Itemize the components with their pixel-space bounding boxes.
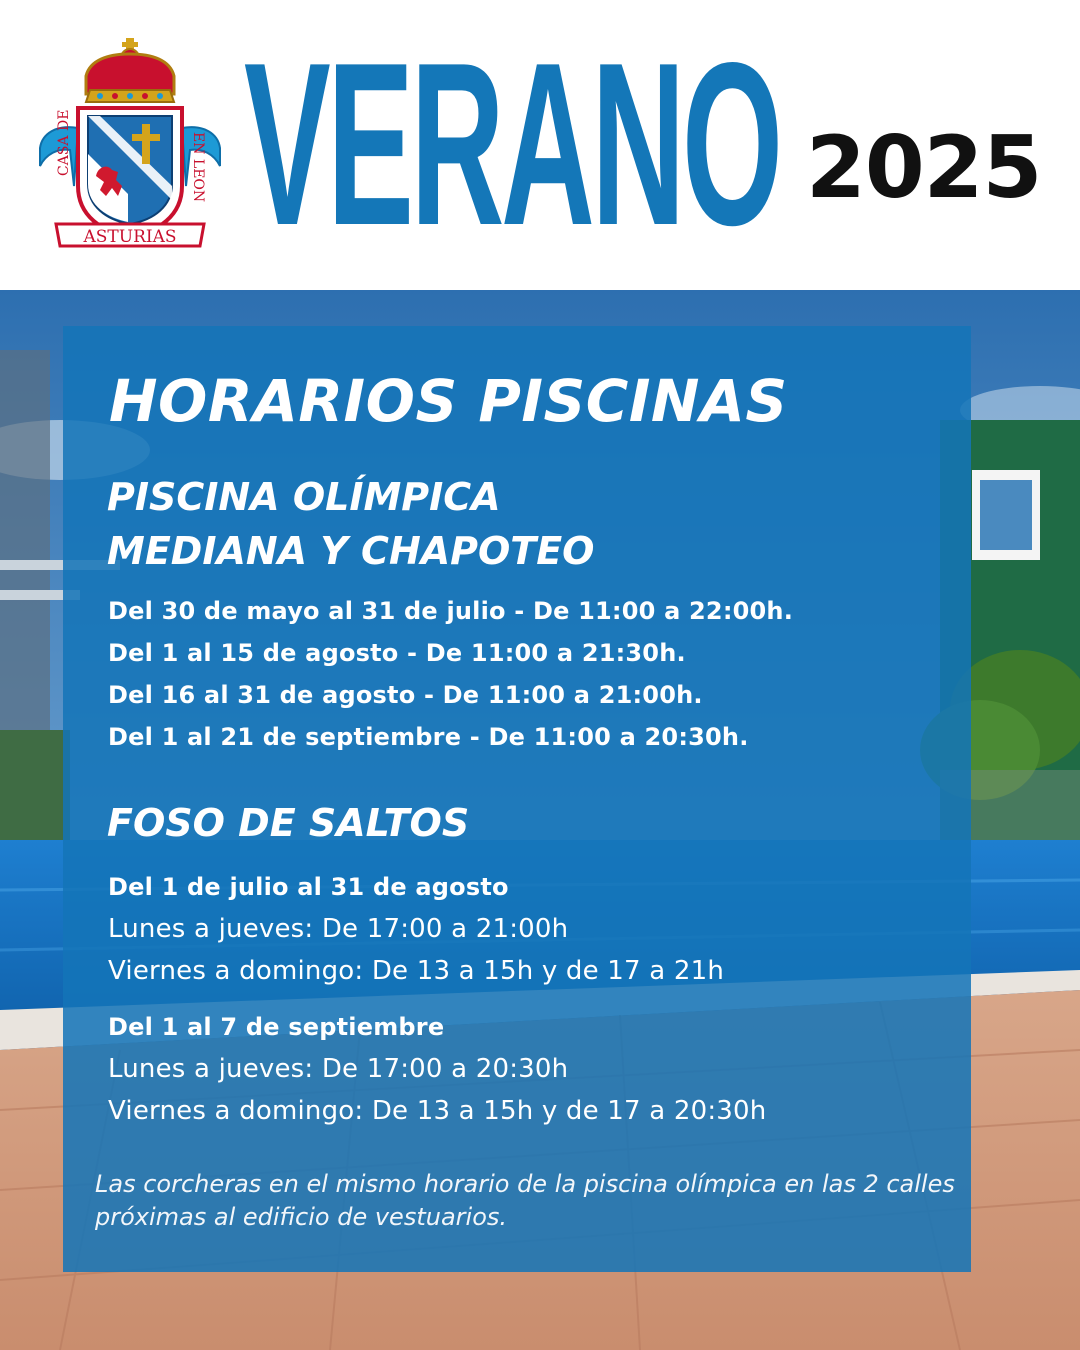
section-diving-title: FOSO DE SALTOS	[107, 801, 470, 845]
panel-heading: HORARIOS PISCINAS	[109, 367, 788, 435]
crest-text-left: CASA DE	[56, 109, 72, 176]
season-year: 2025	[806, 118, 1042, 218]
schedule-panel	[63, 326, 971, 1272]
diving-period1-weekdays: Lunes a jueves: De 17:00 a 21:00h	[108, 914, 569, 944]
schedule-line: Del 1 al 21 de septiembre - De 11:00 a 20:30h.	[108, 723, 749, 751]
crest-text-right: EN LEON	[190, 132, 206, 203]
club-crest-logo	[38, 36, 222, 254]
diving-period1-range: Del 1 de julio al 31 de agosto	[108, 873, 509, 901]
schedule-line: Del 1 al 15 de agosto - De 11:00 a 21:30h.	[108, 639, 686, 667]
header	[0, 0, 1080, 290]
crest-icon	[38, 36, 222, 254]
diving-period2-weekdays: Lunes a jueves: De 17:00 a 20:30h	[108, 1054, 569, 1084]
schedule-line: Del 30 de mayo al 31 de julio - De 11:00 a 22:00h.	[108, 597, 794, 625]
section-olympic-title-line2: MEDIANA Y CHAPOTEO	[107, 529, 595, 573]
diving-period1-weekend: Viernes a domingo: De 13 a 15h y de 17 a 21h	[108, 956, 725, 986]
section-olympic-title-line1: PISCINA OLÍMPICA	[107, 475, 501, 519]
schedule-line: Del 16 al 31 de agosto - De 11:00 a 21:00h.	[108, 681, 703, 709]
crest-banner-text: ASTURIAS	[83, 227, 177, 247]
lane-ropes-note: Las corcheras en el mismo horario de la piscina olímpica en las 2 calles próximas al edificio de vestuarios.	[95, 1170, 955, 1231]
diving-period2-weekend: Viernes a domingo: De 13 a 15h y de 17 a 20:30h	[108, 1096, 767, 1126]
season-title: VERANO	[244, 15, 780, 274]
diving-period2-range: Del 1 al 7 de septiembre	[108, 1013, 445, 1041]
